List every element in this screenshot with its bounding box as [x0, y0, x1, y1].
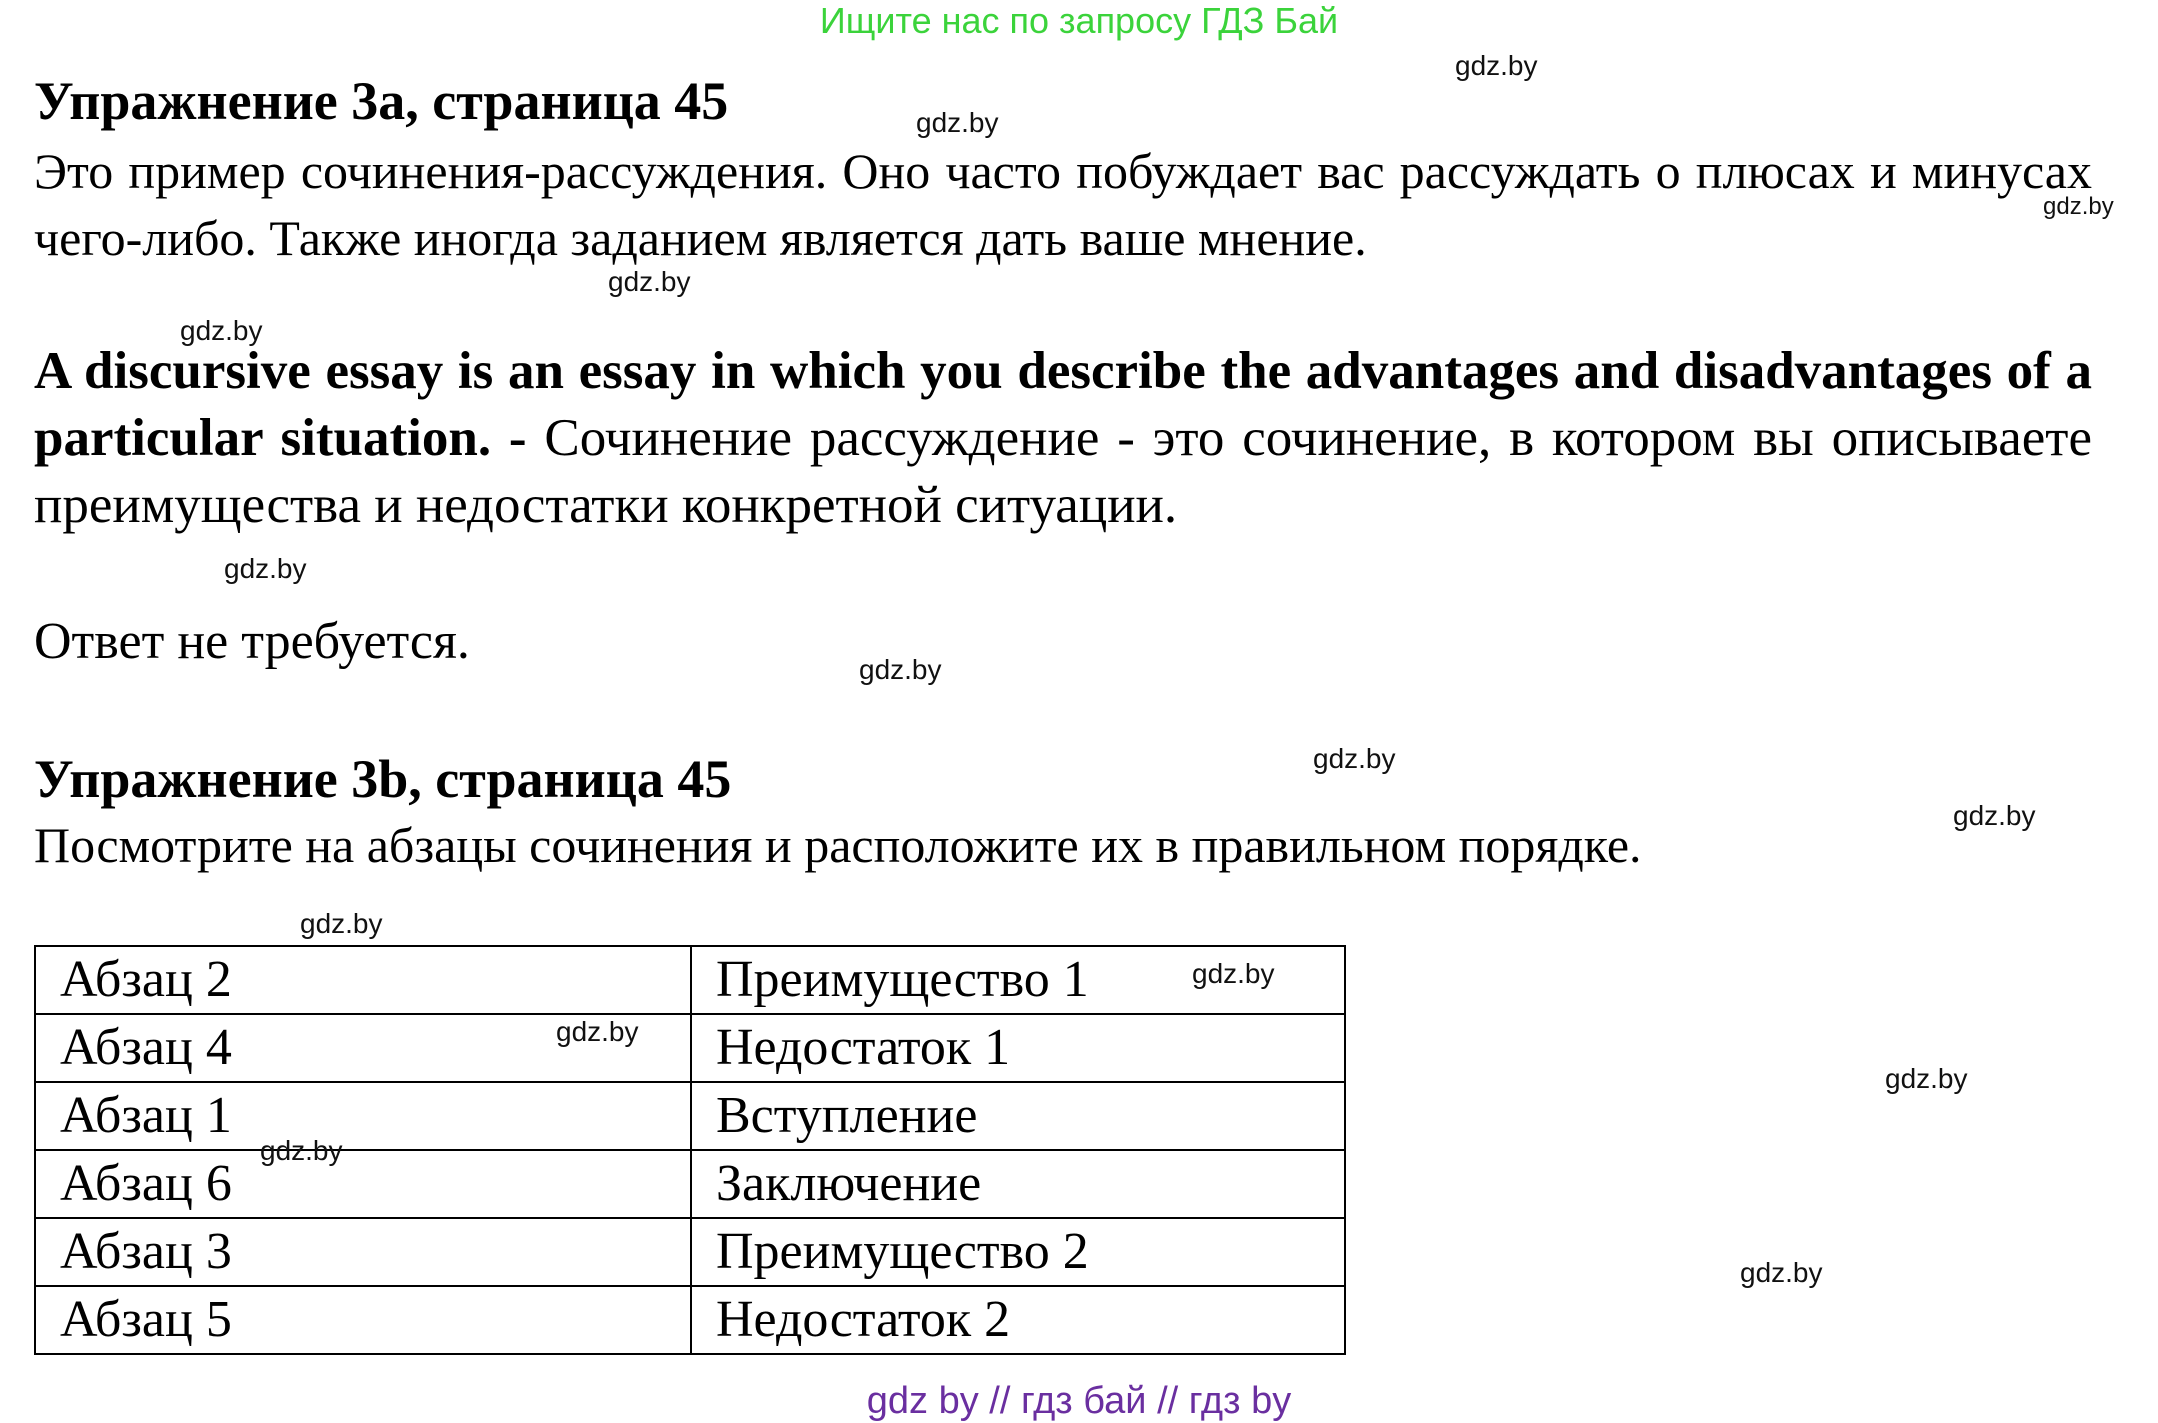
paragraph-cell: Абзац 6 [35, 1150, 691, 1218]
watermark: gdz.by [556, 1016, 639, 1047]
paragraph-order-table [34, 945, 1346, 1355]
table-row [35, 1082, 1345, 1150]
exercise-3a-intro: Это пример сочинения-рассуждения. Оно часто побуждает вас рассуждать о плюсах и минусах чего-либо. Также иногда заданием является дать ваше мнение. [34, 143, 2092, 266]
paragraph-cell: Абзац 4 [35, 1014, 691, 1082]
table-row [35, 946, 1345, 1014]
footer-watermark: gdz by // гдз бай // гдз by [866, 1380, 1292, 1422]
watermark: gdz.by [1953, 800, 2036, 831]
exercise-3b-heading: Упражнение 3b, страница 45 [34, 749, 732, 809]
search-banner: Ищите нас по запросу ГДЗ Бай [819, 0, 1339, 41]
role-cell: Преимущество 1 [691, 946, 1345, 1014]
paragraph-cell: Абзац 3 [35, 1218, 691, 1286]
table-row [35, 1014, 1345, 1082]
role-cell: Недостаток 1 [691, 1014, 1345, 1082]
role-cell: Недостаток 2 [691, 1286, 1345, 1354]
exercise-3a-definition [34, 338, 2092, 539]
definition-russian: Сочинение рассуждение - это сочинение, в котором вы описываете преимущества и недостатки конкретной ситуации. [34, 409, 2092, 534]
watermark: gdz.by [180, 315, 263, 346]
exercise-3a-heading: Упражнение 3a, страница 45 [34, 71, 729, 131]
table-row [35, 1150, 1345, 1218]
watermark: gdz.by [1740, 1257, 1823, 1288]
watermark: gdz.by [224, 553, 307, 584]
watermark: gdz.by [1313, 743, 1396, 774]
paragraph-cell: Абзац 5 [35, 1286, 691, 1354]
watermark: gdz.by [859, 654, 942, 685]
definition-english: A discursive essay is an essay in which you describe the advantages and disadvantages of a particular situation. - [34, 342, 2092, 467]
watermark: gdz.by [1885, 1063, 1968, 1094]
exercise-3b-instruction: Посмотрите на абзацы сочинения и расположите их в правильном порядке. [34, 817, 1642, 873]
watermark: gdz.by [2043, 193, 2114, 220]
role-cell: Преимущество 2 [691, 1218, 1345, 1286]
paragraph-cell: Абзац 1 [35, 1082, 691, 1150]
role-cell: Вступление [691, 1082, 1345, 1150]
watermark: gdz.by [608, 266, 691, 297]
watermark: gdz.by [300, 908, 383, 939]
paragraph-cell: Абзац 2 [35, 946, 691, 1014]
watermark: gdz.by [1192, 958, 1275, 989]
exercise-3a-answer: Ответ не требуется. [34, 613, 470, 670]
watermark: gdz.by [1455, 50, 1538, 81]
watermark: gdz.by [260, 1135, 343, 1166]
role-cell: Заключение [691, 1150, 1345, 1218]
table-row [35, 1286, 1345, 1354]
table-row [35, 1218, 1345, 1286]
watermark: gdz.by [916, 107, 999, 138]
